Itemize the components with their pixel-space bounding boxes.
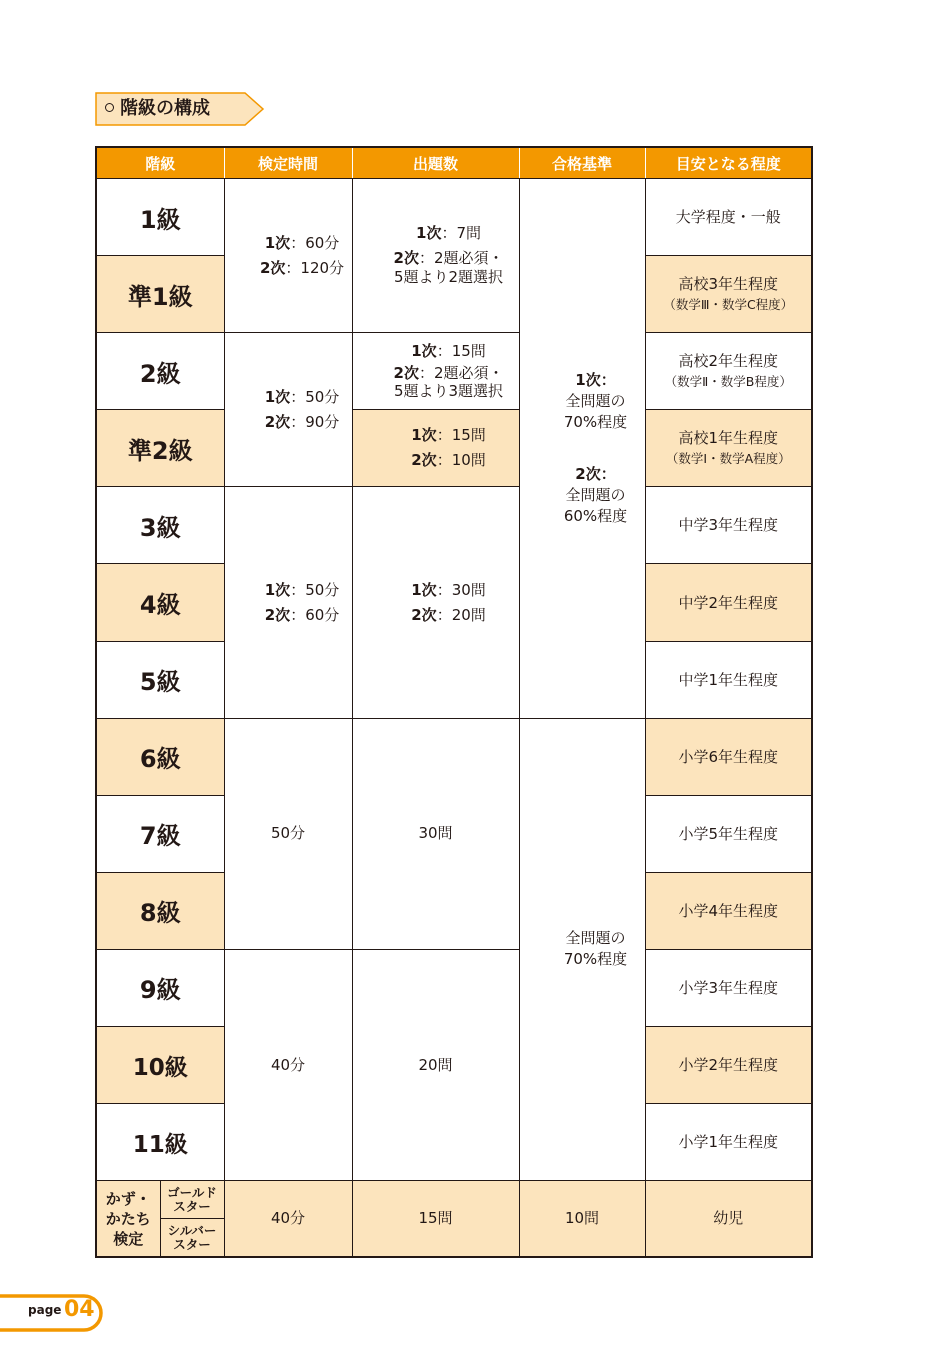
gold-star-cell xyxy=(160,1181,224,1219)
target-subtext: （数学Ⅰ・数学A程度） xyxy=(665,451,791,467)
target-cell xyxy=(645,179,812,256)
pass-line: 60%程度 xyxy=(563,506,628,525)
silver-star-line: スター xyxy=(173,1236,211,1252)
q-value: ：10問 xyxy=(436,451,486,470)
time-label: 1次 xyxy=(264,387,291,406)
target-text: 小学5年生程度 xyxy=(678,824,779,843)
silver-star-line: シルバー xyxy=(167,1222,217,1238)
q-value: ：20問 xyxy=(436,605,486,624)
target-cell xyxy=(645,795,812,872)
q-label: 2次 xyxy=(393,364,419,383)
questions-cell-elem-high: 30問 xyxy=(352,718,519,949)
questions-cell-lower xyxy=(352,487,519,718)
grade-cell: 準1級 xyxy=(96,256,224,333)
table-row xyxy=(96,718,812,795)
grade-cell: 1級 xyxy=(96,179,224,256)
pass-line: 全問題の xyxy=(565,391,626,410)
q-label: 2次 xyxy=(411,451,437,470)
pass-line: 70%程度 xyxy=(563,950,628,969)
time-value: ：60分 xyxy=(290,233,340,252)
target-text: 中学1年生程度 xyxy=(678,670,779,689)
target-cell xyxy=(645,410,812,487)
questions-cell-gp2 xyxy=(352,410,519,487)
q-line: 5題より3題選択 xyxy=(393,382,504,401)
target-cell xyxy=(645,333,812,410)
time-label: 2次 xyxy=(264,412,291,431)
pass-cell-elem xyxy=(519,718,645,1181)
q-label: 2次 xyxy=(411,605,437,624)
page-number-badge xyxy=(0,1294,103,1332)
grade-cell: 準2級 xyxy=(96,410,224,487)
time-cell-mid xyxy=(224,333,352,487)
target-text: 中学2年生程度 xyxy=(678,593,779,612)
pass-line: 全問題の xyxy=(565,485,626,504)
time-value: ：50分 xyxy=(290,580,340,599)
grade-cell: 6級 xyxy=(96,718,224,795)
table-row xyxy=(96,487,812,564)
time-value: ：60分 xyxy=(290,605,340,624)
q-value: ：15問 xyxy=(436,342,486,361)
kazu-target-cell: 幼児 xyxy=(645,1181,812,1257)
section-heading xyxy=(95,92,265,126)
grade-cell: 10級 xyxy=(96,1027,224,1104)
page-label: page xyxy=(28,1303,62,1317)
q-label: 1次 xyxy=(411,580,437,599)
time-value: ：120分 xyxy=(285,258,345,277)
time-label: 2次 xyxy=(259,258,286,277)
q-label: 2次 xyxy=(393,249,419,268)
pass-label: 2次： xyxy=(575,464,616,483)
time-cell-lower xyxy=(224,487,352,718)
pass-cell-upper xyxy=(519,179,645,719)
q-label: 1次 xyxy=(411,426,437,445)
kazu-row-gold xyxy=(96,1181,812,1219)
target-cell xyxy=(645,872,812,949)
header-target: 目安となる程度 xyxy=(645,147,812,179)
grade-cell: 3級 xyxy=(96,487,224,564)
time-label: 1次 xyxy=(264,580,291,599)
target-cell xyxy=(645,487,812,564)
time-cell-upper xyxy=(224,179,352,333)
time-cell-elem-high: 50分 xyxy=(224,718,352,949)
section-title xyxy=(105,92,210,126)
grade-cell: 8級 xyxy=(96,872,224,949)
silver-star-cell xyxy=(160,1219,224,1257)
pass-line: 全問題の xyxy=(565,929,626,948)
grade-cell: 2級 xyxy=(96,333,224,410)
grade-cell: 7級 xyxy=(96,795,224,872)
target-text: 小学6年生程度 xyxy=(678,747,779,766)
time-value: ：90分 xyxy=(290,412,340,431)
kazu-time-cell: 40分 xyxy=(224,1181,352,1257)
target-text: 高校1年生程度 xyxy=(678,429,779,448)
q-value: ：2題必須・ xyxy=(418,364,504,383)
kazu-label-line: かたち xyxy=(105,1209,151,1228)
table-row xyxy=(96,410,812,487)
time-label: 2次 xyxy=(264,605,291,624)
q-value: ：30問 xyxy=(436,580,486,599)
kazu-label-line: 検定 xyxy=(113,1229,144,1248)
gold-star-line: スター xyxy=(173,1198,211,1214)
q-line: 5題より2題選択 xyxy=(393,268,504,287)
header-questions: 出題数 xyxy=(352,147,519,179)
questions-cell-elem-low: 20問 xyxy=(352,949,519,1180)
questions-cell-g2 xyxy=(352,333,519,410)
kazu-label-cell xyxy=(96,1181,160,1257)
grade-cell: 11級 xyxy=(96,1104,224,1181)
time-cell-elem-low: 40分 xyxy=(224,949,352,1180)
circle-bullet-icon xyxy=(105,103,114,112)
target-cell xyxy=(645,564,812,641)
table-row xyxy=(96,333,812,410)
header-time: 検定時間 xyxy=(224,147,352,179)
grade-cell: 4級 xyxy=(96,564,224,641)
kazu-questions-cell: 15問 xyxy=(352,1181,519,1257)
table-row xyxy=(96,179,812,256)
table-row xyxy=(96,949,812,1026)
target-subtext: （数学Ⅲ・数学C程度） xyxy=(663,297,794,313)
target-text: 小学4年生程度 xyxy=(678,901,779,920)
target-cell xyxy=(645,949,812,1026)
q-label: 1次 xyxy=(416,224,442,243)
target-text: 中学3年生程度 xyxy=(678,516,779,535)
target-text: 高校3年生程度 xyxy=(678,275,779,294)
target-text: 小学3年生程度 xyxy=(678,978,779,997)
kazu-label-line: かず・ xyxy=(105,1189,151,1208)
gold-star-line: ゴールド xyxy=(167,1184,217,1200)
target-cell xyxy=(645,641,812,718)
pass-label: 1次： xyxy=(575,370,616,389)
time-label: 1次 xyxy=(264,233,291,252)
q-value: ：2題必須・ xyxy=(418,249,504,268)
q-label: 1次 xyxy=(411,342,437,361)
target-text: 高校2年生程度 xyxy=(678,352,779,371)
table-header-row xyxy=(96,147,812,179)
time-value: ：50分 xyxy=(290,387,340,406)
grade-cell: 9級 xyxy=(96,949,224,1026)
target-text: 大学程度・一般 xyxy=(675,208,781,227)
header-pass: 合格基準 xyxy=(519,147,645,179)
grade-structure-table xyxy=(95,146,813,1258)
target-cell xyxy=(645,256,812,333)
pass-line: 70%程度 xyxy=(563,412,628,431)
target-subtext: （数学Ⅱ・数学B程度） xyxy=(664,374,792,390)
q-value: ：7問 xyxy=(441,224,481,243)
target-cell xyxy=(645,718,812,795)
section-title-text: 階級の構成 xyxy=(120,98,210,119)
questions-cell-upper xyxy=(352,179,519,333)
grade-cell: 5級 xyxy=(96,641,224,718)
page-number: 04 xyxy=(64,1297,95,1322)
target-cell xyxy=(645,1027,812,1104)
target-text: 小学2年生程度 xyxy=(678,1056,779,1075)
q-value: ：15問 xyxy=(436,426,486,445)
header-grade: 階級 xyxy=(96,147,224,179)
target-text: 小学1年生程度 xyxy=(678,1133,779,1152)
kazu-pass-cell: 10問 xyxy=(519,1181,645,1257)
target-cell xyxy=(645,1104,812,1181)
